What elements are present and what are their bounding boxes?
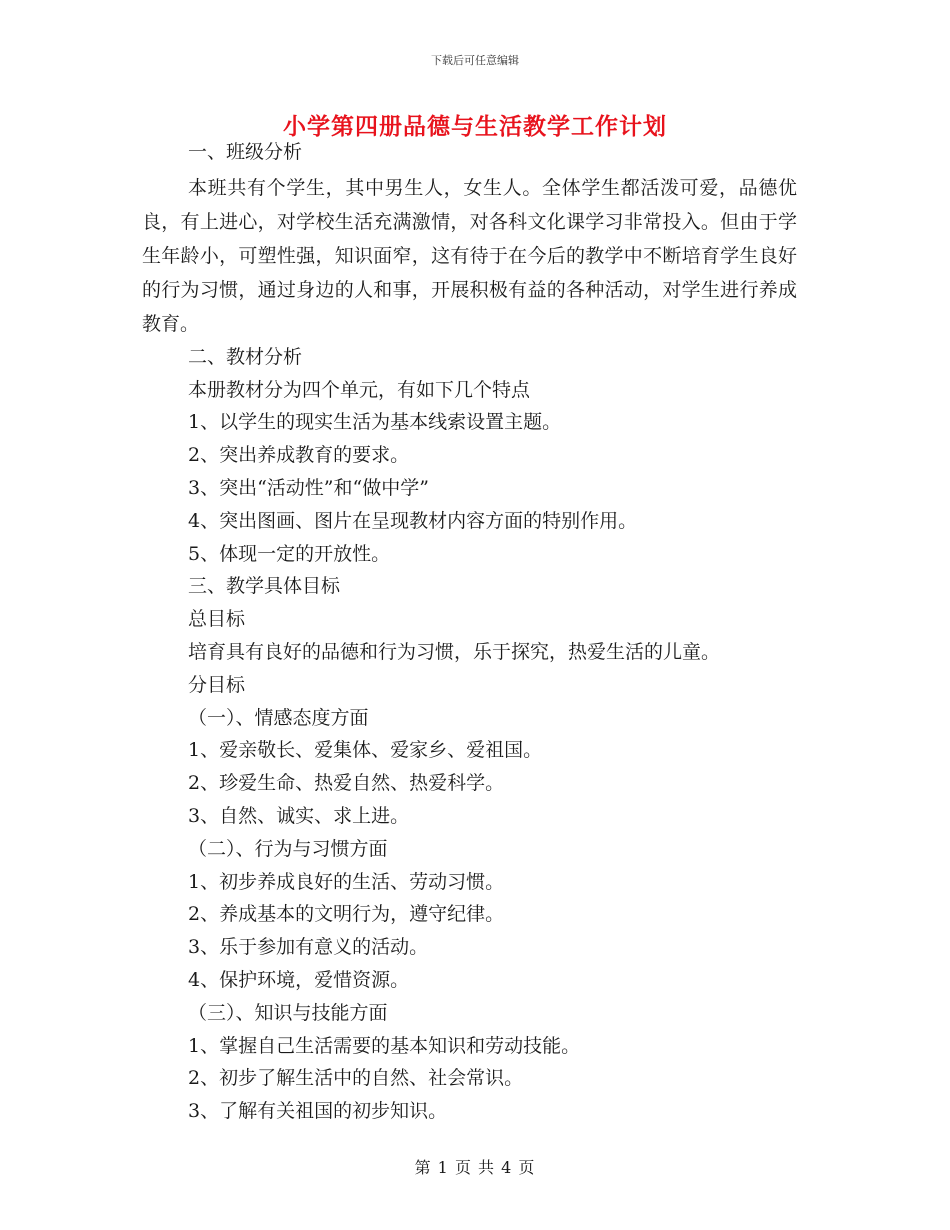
list-item: 3、了解有关祖国的初步知识。 (188, 1100, 448, 1123)
list-item: 2、珍爱生命、热爱自然、热爱科学。 (188, 772, 505, 795)
document-body (142, 136, 797, 1128)
overall-goal-text: 培育具有良好的品德和行为习惯，乐于探究，热爱生活的儿童。 (188, 640, 721, 663)
list-item: 3、突出“活动性”和“做中学” (188, 476, 429, 499)
class-analysis-paragraph: 本班共有个学生，其中男生人，女生人。全体学生都活泼可爱，品德优良，有上进心，对学校生活充满激情，对各科文化课学习非常投入。但由于学生年龄小，可塑性强，知识面窄，这有待于在今后的教学中不断培育学生良好的行为习惯，通过身边的人和事，开展积极有益的各种活动，对学生进行养成教育。 (142, 176, 797, 335)
list-item: 2、突出养成教育的要求。 (188, 444, 410, 467)
list-item: 1、掌握自己生活需要的基本知识和劳动技能。 (188, 1034, 581, 1057)
section-heading-teaching-goals: 三、教学具体目标 (188, 575, 341, 598)
page-number-footer: 第 1 页 共 4 页 (414, 1158, 536, 1177)
list-item: 2、初步了解生活中的自然、社会常识。 (188, 1067, 524, 1090)
subsection-heading-behavior-habits: （二）、行为与习惯方面 (188, 837, 388, 860)
header-note: 下载后可任意编辑 (431, 54, 519, 67)
textbook-intro: 本册教材分为四个单元，有如下几个特点 (188, 378, 531, 401)
list-item: 3、自然、诚实、求上进。 (188, 804, 410, 827)
overall-goal-label: 总目标 (188, 608, 246, 631)
list-item: 4、保护环境，爱惜资源。 (188, 968, 410, 991)
list-item: 1、爱亲敬长、爱集体、爱家乡、爱祖国。 (188, 739, 543, 762)
list-item: 3、乐于参加有意义的活动。 (188, 936, 429, 959)
document-title: 小学第四册品德与生活教学工作计划 (283, 113, 667, 140)
list-item: 1、初步养成良好的生活、劳动习惯。 (188, 870, 505, 893)
list-item: 5、体现一定的开放性。 (188, 542, 391, 565)
list-item: 2、养成基本的文明行为，遵守纪律。 (188, 903, 505, 926)
subsection-heading-emotion-attitude: （一）、情感态度方面 (188, 706, 369, 729)
section-heading-textbook-analysis: 二、教材分析 (188, 345, 303, 368)
section-heading-class-analysis: 一、班级分析 (188, 141, 303, 163)
sub-goal-label: 分目标 (188, 673, 246, 696)
list-item: 1、以学生的现实生活为基本线索设置主题。 (188, 411, 562, 434)
list-item: 4、突出图画、图片在呈现教材内容方面的特别作用。 (188, 509, 638, 532)
subsection-heading-knowledge-skills: （三）、知识与技能方面 (188, 1001, 388, 1024)
